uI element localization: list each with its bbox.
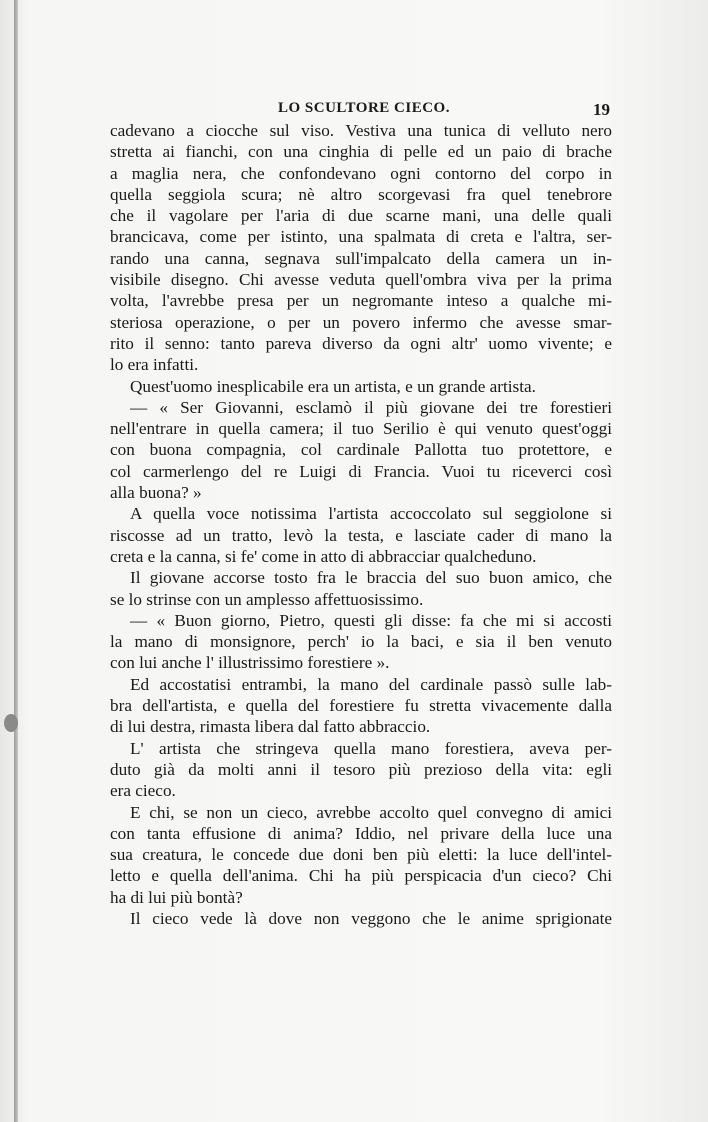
text-line: Ed accostatisi entrambi, la mano del cardinale passò sulle lab- xyxy=(130,674,612,694)
text-line: rando una canna, segnava sull'impalcato della camera un in- xyxy=(110,248,612,268)
text-line: quella seggiola scura; nè altro scorgevasi fra quel tenebrore xyxy=(110,184,612,204)
text-line: di lui destra, rimasta libera dal fatto abbraccio. xyxy=(110,717,431,737)
text-line: brancicava, come per istinto, una spalmata di creta e l'altra, ser- xyxy=(110,227,612,247)
text-line: Il giovane accorse tosto fra le braccia del suo buon amico, che xyxy=(130,568,612,588)
text-line: se lo strinse con un amplesso affettuosissimo. xyxy=(110,589,424,609)
text-line: L' artista che stringeva quella mano forestiera, aveva per- xyxy=(130,738,612,758)
page-spine-shadow xyxy=(14,0,18,1122)
text-line: col carmerlengo del re Luigi di Francia. Vuoi tu riceverci così xyxy=(110,461,612,481)
ink-blot xyxy=(4,714,18,732)
text-line: nell'entrare in quella camera; il tuo Serilio è qui venuto quest'oggi xyxy=(110,419,612,439)
text-line: riscosse ad un tratto, levò la testa, e lasciate cader di mano la xyxy=(110,525,612,545)
text-line: — « Buon giorno, Pietro, questi gli disse: fa che mi si accosti xyxy=(130,610,612,630)
text-line: cadevano a ciocche sul viso. Vestiva una tunica di velluto nero xyxy=(110,121,612,140)
text-line: a maglia nera, che confondevano ogni contorno del corpo in xyxy=(110,163,612,183)
text-line: duto già da molti anni il tesoro più prezioso della vita: egli xyxy=(110,759,612,779)
text-line: volta, l'avrebbe presa per un negromante inteso a qualche mi- xyxy=(110,291,612,311)
page-header xyxy=(110,100,610,122)
body-text xyxy=(110,120,612,929)
page-number: 19 xyxy=(593,100,610,119)
text-line: E chi, se non un cieco, avrebbe accolto quel convegno di amici xyxy=(130,802,612,822)
text-line: bra dell'artista, e quella del forestiere fu stretta vivacemente dalla xyxy=(110,696,612,716)
text-line: stretta ai fianchi, con una cinghia di pelle ed un paio di brache xyxy=(110,142,612,162)
text-line: alla buona? » xyxy=(110,483,202,503)
text-line: ha di lui più bontà? xyxy=(110,887,243,907)
text-line: A quella voce notissima l'artista accoccolato sul seggiolone si xyxy=(130,504,612,524)
text-line: letto e quella dell'anima. Chi ha più perspicacia d'un cieco? Chi xyxy=(110,866,612,886)
text-line: che il vagolare per l'aria di due scarne mani, una delle quali xyxy=(110,206,612,226)
text-line: creta e la canna, si fe' come in atto di abbracciar qualcheduno. xyxy=(110,546,537,566)
text-line: sua creatura, le concede due doni ben più eletti: la luce dell'intel- xyxy=(110,845,612,865)
text-line: con lui anche l' illustrissimo forestiere ». xyxy=(110,653,390,673)
text-line: era cieco. xyxy=(110,781,176,801)
text-line: con tanta effusione di anima? Iddio, nel privare della luce una xyxy=(110,823,612,843)
text-line: Il cieco vede là dove non veggono che le anime sprigionate xyxy=(130,908,612,928)
text-line: steriosa operazione, o per un povero infermo che avesse smar- xyxy=(110,312,612,332)
text-line: Quest'uomo inesplicabile era un artista, e un grande artista. xyxy=(130,376,536,396)
text-line: rito il senno: tanto pareva diverso da ogni altr' uomo vivente; e xyxy=(110,333,612,353)
text-line: la mano di monsignore, perch' io la baci, e sia il ben venuto xyxy=(110,632,612,652)
running-title: LO SCULTORE CIECO. xyxy=(278,100,450,116)
text-line: visibile disegno. Chi avesse veduta quell'ombra viva per la prima xyxy=(110,270,612,290)
text-line: con buona compagnia, col cardinale Pallotta tuo protettore, e xyxy=(110,440,612,460)
text-line: lo era infatti. xyxy=(110,355,199,375)
text-line: — « Ser Giovanni, esclamò il più giovane dei tre forestieri xyxy=(130,397,612,417)
